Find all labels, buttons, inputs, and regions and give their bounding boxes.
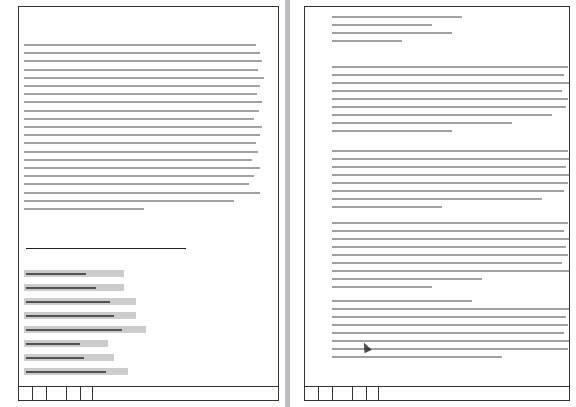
illegible-text-line: [332, 74, 564, 76]
illegible-text-line: [24, 208, 144, 210]
illegible-text-line: [24, 134, 260, 136]
illegible-text-line: [332, 270, 570, 272]
heading-underline: [26, 248, 186, 249]
illegible-text-line: [24, 69, 258, 71]
illegible-text-line: [332, 300, 472, 302]
illegible-text-line: [332, 222, 568, 224]
illegible-text-line: [332, 286, 432, 288]
illegible-text-line: [332, 356, 502, 358]
illegible-text-line: [332, 278, 482, 280]
illegible-text-line: [332, 332, 564, 334]
parameter-name-line: [26, 329, 122, 331]
illegible-text-line: [332, 24, 432, 26]
illegible-text-line: [24, 151, 258, 153]
illegible-text-line: [332, 254, 568, 256]
illegible-text-line: [332, 150, 568, 152]
illegible-text-line: [332, 198, 542, 200]
illegible-text-line: [24, 200, 234, 202]
illegible-text-line: [24, 52, 260, 54]
illegible-text-line: [332, 238, 570, 240]
illegible-text-line: [332, 66, 568, 68]
illegible-text-line: [24, 93, 257, 95]
illegible-text-line: [332, 114, 552, 116]
illegible-text-line: [332, 106, 566, 108]
illegible-text-line: [24, 159, 252, 161]
illegible-text-line: [24, 126, 262, 128]
parameter-name-line: [26, 273, 86, 275]
parameter-name-line: [26, 371, 106, 373]
illegible-text-line: [24, 142, 256, 144]
illegible-text-line: [332, 122, 512, 124]
illegible-text-line: [332, 206, 442, 208]
illegible-text-line: [332, 308, 570, 310]
illegible-text-line: [332, 230, 564, 232]
title-block: [304, 386, 570, 401]
illegible-text-line: [332, 90, 562, 92]
illegible-text-line: [24, 183, 249, 185]
illegible-text-line: [24, 101, 262, 103]
illegible-text-line: [332, 166, 566, 168]
illegible-text-line: [332, 262, 562, 264]
parameter-name-line: [26, 357, 84, 359]
parameter-name-line: [26, 287, 96, 289]
illegible-text-line: [24, 60, 262, 62]
illegible-text-line: [24, 192, 260, 194]
illegible-text-line: [24, 118, 254, 120]
illegible-text-line: [332, 98, 568, 100]
title-block: [18, 386, 279, 401]
parameter-name-line: [26, 301, 110, 303]
illegible-text-line: [332, 316, 566, 318]
illegible-text-line: [24, 85, 260, 87]
illegible-text-line: [332, 32, 452, 34]
illegible-text-line: [332, 324, 568, 326]
illegible-text-line: [24, 167, 260, 169]
illegible-text-line: [332, 40, 402, 42]
illegible-text-line: [332, 190, 564, 192]
illegible-text-line: [332, 182, 568, 184]
illegible-text-line: [24, 77, 264, 79]
illegible-text-line: [332, 246, 566, 248]
illegible-text-line: [332, 174, 570, 176]
illegible-text-line: [24, 175, 254, 177]
document-page-right: [290, 0, 576, 407]
illegible-text-line: [332, 16, 462, 18]
illegible-text-line: [332, 158, 570, 160]
parameter-name-line: [26, 315, 114, 317]
illegible-text-line: [332, 82, 570, 84]
parameter-name-line: [26, 343, 80, 345]
document-page-left: [0, 0, 285, 407]
illegible-text-line: [332, 130, 452, 132]
illegible-text-line: [24, 110, 259, 112]
illegible-text-line: [24, 44, 256, 46]
